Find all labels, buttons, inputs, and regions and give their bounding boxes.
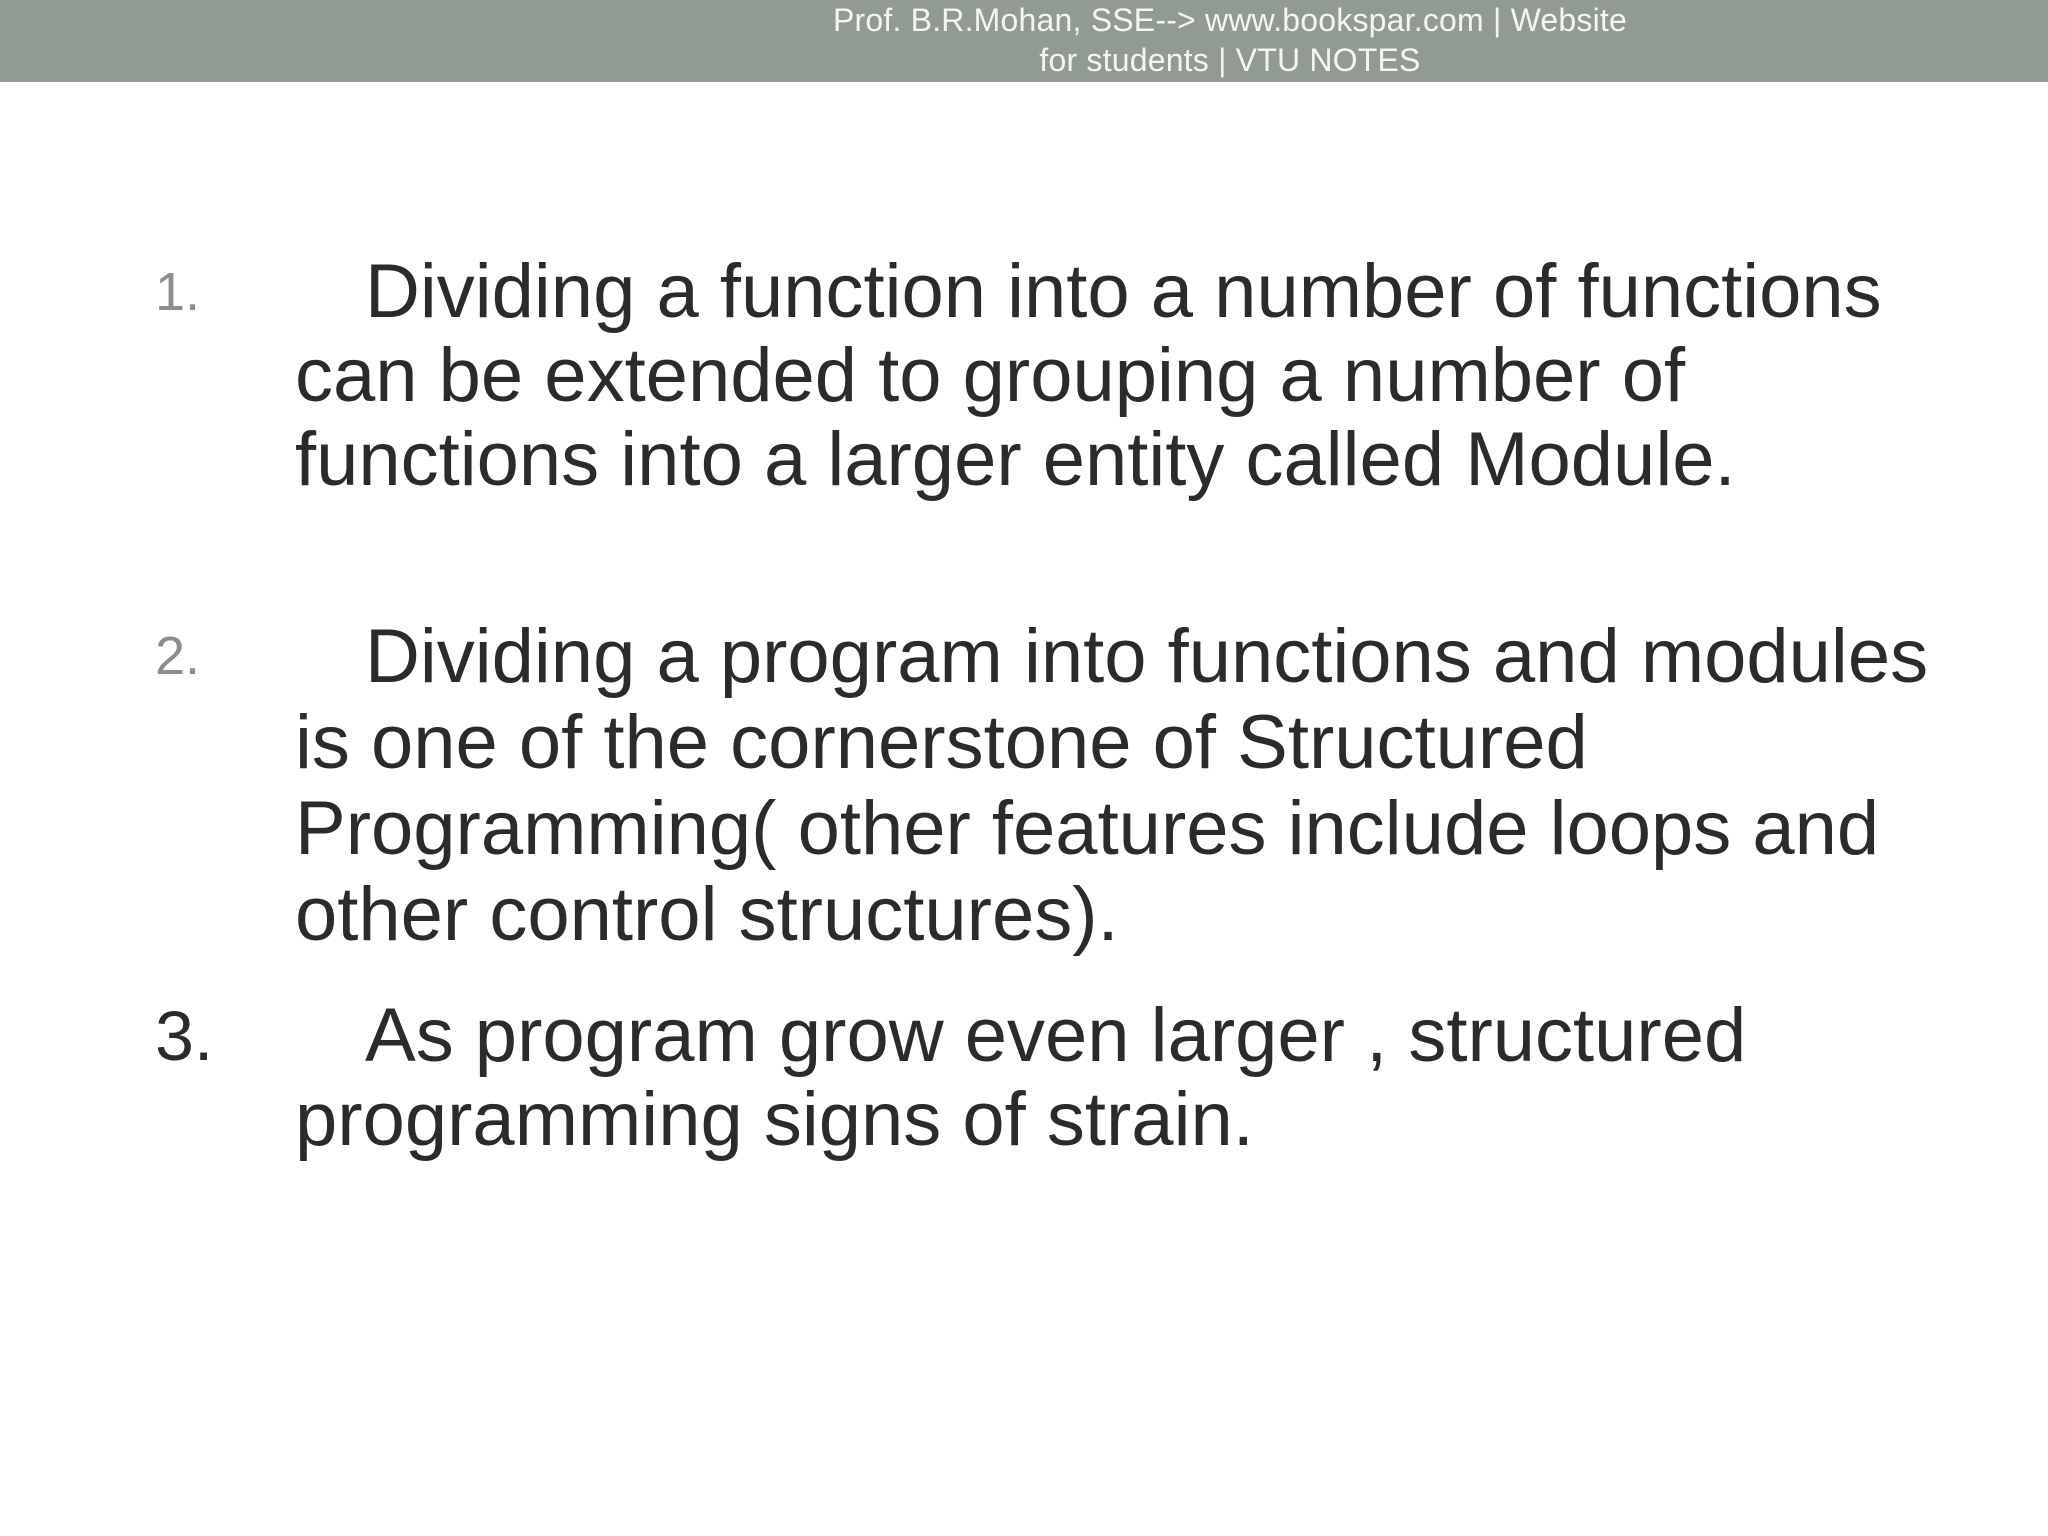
header-line-2: for students | VTU NOTES xyxy=(1039,42,1421,78)
list-text-1: Dividing a function into a number of functions can be extended to grouping a number of functions into a larger entity called Module. xyxy=(295,249,1882,502)
list-number-3: 3. xyxy=(155,997,214,1075)
list-text-2: Dividing a program into functions and modules is one of the cornerstone of Structured Programming( other features include loops and other control structures). xyxy=(295,614,1929,957)
header-line-1: Prof. B.R.Mohan, SSE--> www.bookspar.com | Website xyxy=(832,2,1628,38)
list-text-3: As program grow even larger , structured programming signs of strain. xyxy=(295,993,1747,1162)
list-number-2: 2. xyxy=(155,626,201,686)
list-number-1: 1. xyxy=(155,262,201,322)
